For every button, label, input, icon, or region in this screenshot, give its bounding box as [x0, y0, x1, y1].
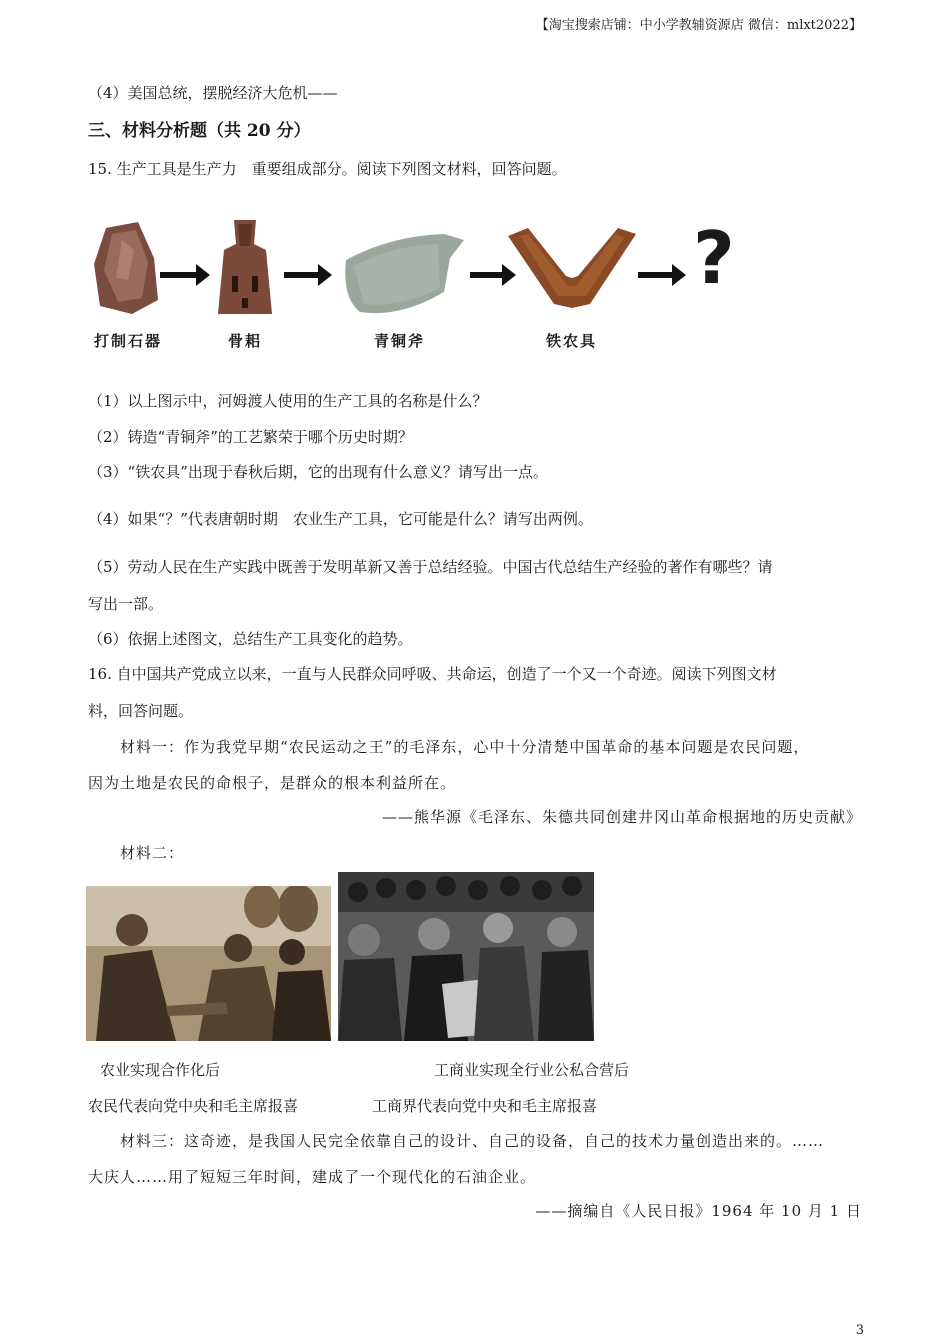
q16-stem-line2: 料，回答问题。 — [88, 702, 194, 720]
q15-sub3: （3）“铁农具”出现于春秋后期，它的出现有什么意义？请写出一点。 — [88, 463, 548, 481]
q15-sub5-line1: （5）劳动人民在生产实践中既善于发明革新又善于总结经验。中国古代总结生产经验的著作有哪些？请 — [88, 558, 773, 576]
caption-right-line2: 工商界代表向党中央和毛主席报喜 — [372, 1097, 598, 1115]
chipped-stone-tool-image — [92, 220, 160, 316]
tool-label-chipped-stone: 打制石器 — [94, 332, 163, 350]
q16-stem-line1: 16. 自中国共产党成立以来，一直与人民群众同呼吸、共命运，创造了一个又一个奇迹。阅读下列图文材 — [88, 665, 777, 683]
material1-line2: 因为土地是农民的命根子，是群众的根本利益所在。 — [88, 774, 457, 792]
bone-si-image — [214, 218, 276, 318]
businessmen-report-photo — [338, 872, 594, 1041]
iron-farm-tool-image — [506, 226, 638, 310]
material3-source: ——摘编自《人民日报》1964 年 10 月 1 日 — [535, 1202, 862, 1220]
tool-label-bone-si: 骨耜 — [228, 332, 263, 350]
q15-sub6: （6）依据上述图文，总结生产工具变化的趋势。 — [88, 630, 413, 648]
section-title: 三、材料分析题（共 20 分） — [88, 121, 311, 141]
caption-left-line1: 农业实现合作化后 — [100, 1061, 221, 1079]
arrow-3 — [470, 272, 504, 278]
unknown-tool-question-mark: ? — [693, 216, 735, 300]
page-number: 3 — [855, 1323, 864, 1338]
q15-sub4: （4）如果“？”代表唐朝时期 农业生产工具，它可能是什么？请写出两例。 — [88, 510, 593, 528]
q15-sub1: （1）以上图示中，河姆渡人使用的生产工具的名称是什么？ — [88, 392, 488, 410]
tool-label-bronze-axe: 青铜斧 — [374, 332, 426, 350]
q15-stem: 15. 生产工具是生产力 重要组成部分。阅读下列图文材料，回答问题。 — [88, 160, 567, 178]
caption-right-line1: 工商业实现全行业公私合营后 — [434, 1061, 630, 1079]
caption-left-line2: 农民代表向党中央和毛主席报喜 — [88, 1097, 299, 1115]
farmers-report-photo — [86, 886, 331, 1041]
material3-line1: 材料三：这奇迹，是我国人民完全依靠自己的设计、自己的设备，自己的技术力量创造出来的。…… — [120, 1132, 825, 1150]
arrow-1 — [160, 272, 198, 278]
material1-line1: 材料一：作为我党早期“农民运动之王”的毛泽东，心中十分清楚中国革命的基本问题是农民问题， — [120, 738, 810, 756]
material2-label: 材料二： — [120, 844, 185, 862]
material1-source: ——熊华源《毛泽东、朱德共同创建井冈山革命根据地的历史贡献》 — [381, 808, 862, 826]
q15-sub2: （2）铸造“青铜斧”的工艺繁荣于哪个历史时期？ — [88, 428, 413, 446]
arrow-4 — [638, 272, 674, 278]
q15-sub5-line2: 写出一部。 — [88, 595, 164, 613]
tool-label-iron-tool: 铁农具 — [546, 332, 598, 350]
page-header: 【淘宝搜索店铺：中小学教辅资源店 微信：mlxt2022】 — [535, 18, 862, 33]
material3-line2: 大庆人……用了短短三年时间，建成了一个现代化的石油企业。 — [88, 1168, 537, 1186]
arrow-2 — [284, 272, 320, 278]
prev-question-item: （4）美国总统，摆脱经济大危机—— — [88, 84, 338, 102]
bronze-axe-image — [340, 232, 466, 316]
